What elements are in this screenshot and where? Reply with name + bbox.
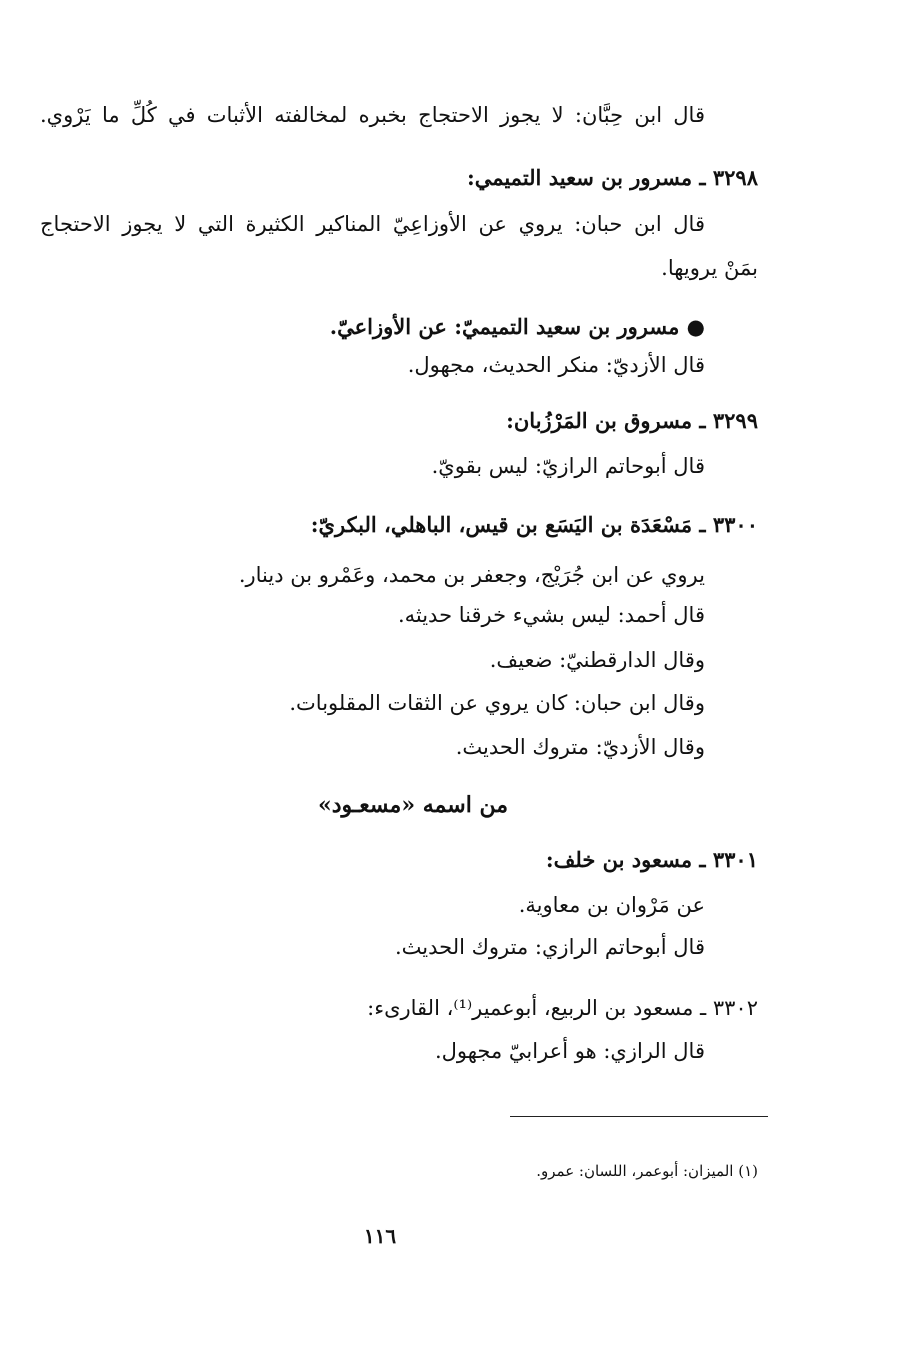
line-3: قال ابن حبان: يروي عن الأوزاعِيّ المناكير الكثيرة التي لا يجوز الاحتجاج [40,212,705,236]
entry-3299-heading: ٣٢٩٩ ـ مسروق بن المَرْزُبان: [506,408,758,433]
line-13: وقال ابن حبان: كان يروي عن الثقات المقلوبات. [289,691,705,715]
entry-3300-heading: ٣٣٠٠ ـ مَسْعَدَة بن اليَسَع بن قيس، الباهلي، البكريّ: [310,512,758,537]
line-20: قال الرازي: هو أعرابيّ مجهول. [434,1039,705,1063]
line-18: قال أبوحاتم الرازي: متروك الحديث. [394,935,705,959]
line-6: قال الأزديّ: منكر الحديث، مجهول. [407,353,705,377]
page-number: ١١٦ [363,1224,397,1248]
line-10: يروي عن ابن جُرَيْج، وجعفر بن محمد، وعَمْرو بن دينار. [238,563,705,587]
entry-3298-heading: ٣٢٩٨ ـ مسرور بن سعيد التميمي: [466,165,758,190]
line-17: عن مَرْوان بن معاوية. [518,893,705,917]
line-8: قال أبوحاتم الرازيّ: ليس بقويّ. [431,454,705,478]
entry-3301-heading: ٣٣٠١ ـ مسعود بن خلف: [545,847,758,872]
line-4: بمَنْ يرويها. [661,256,758,280]
footnote-divider [510,1116,768,1117]
line-14: وقال الأزديّ: متروك الحديث. [455,735,705,759]
entry-3302-heading: ٣٣٠٢ ـ مسعود بن الربيع، أبوعمير⁽¹⁾، القارىء: [367,996,758,1020]
section-heading: من اسمه «مسعـود» [317,792,508,818]
line-12: وقال الدارقطنيّ: ضعيف. [489,648,705,672]
footnote: (١) الميزان: أبوعمر، اللسان: عمرو. [536,1162,758,1180]
subentry-heading: ● مسرور بن سعيد التميميّ: عن الأوزاعيّ. [329,314,705,339]
line-1: قال ابن حِبَّان: لا يجوز الاحتجاج بخبره لمخالفته الأثبات في كُلِّ ما يَرْوي. [40,103,705,127]
line-11: قال أحمد: ليس بشيء خرقنا حديثه. [397,603,705,627]
